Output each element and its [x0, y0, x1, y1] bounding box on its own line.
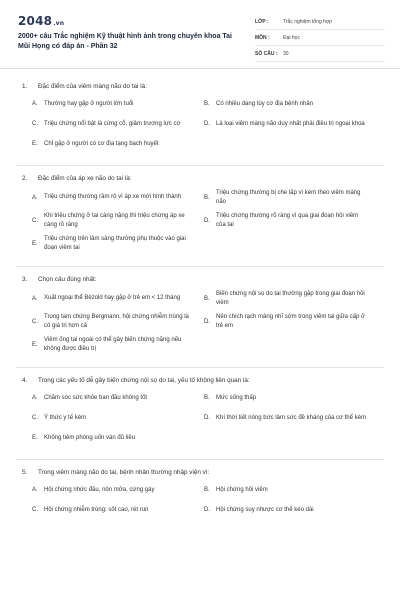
option-letter: C. [32, 415, 38, 421]
question-number: 5. [22, 469, 28, 476]
option-b[interactable] [204, 97, 376, 111]
option-e[interactable] [32, 336, 204, 353]
option-text: Hội chứng hồi viêm [216, 486, 268, 493]
option-text: Xuất ngoại thể Bézold hay gặp ở trẻ em < 12 tháng [44, 295, 181, 302]
question-divider [16, 266, 384, 267]
option-text: Triệu chứng trên lâm sàng thường phụ thuộc vào giai đoạn viêm tai [44, 236, 186, 251]
option-letter: A. [32, 101, 38, 107]
option-a[interactable] [32, 391, 204, 405]
option-text: Có nhiều dạng tùy cơ địa bệnh nhân [216, 100, 314, 107]
option-text: Hội chứng nhiễm trùng: sốt cao, rét run [44, 506, 149, 513]
option-letter: B. [204, 101, 210, 107]
option-text: Nên chích rạch màng nhĩ sớm trong viêm tai giữa cấp ở trẻ em [216, 314, 365, 329]
question-text: Chọn câu đúng nhất: [38, 276, 97, 283]
question-title [16, 82, 384, 91]
option-c[interactable] [32, 212, 204, 229]
option-b[interactable] [204, 391, 376, 405]
question-list [0, 78, 400, 523]
option-c[interactable] [32, 411, 204, 425]
question-4 [0, 376, 400, 460]
question-text: Trong các yếu tố dễ gây biến chứng nội sọ do tai, yếu tố không liên quan là: [38, 377, 250, 384]
question-number: 2. [22, 175, 28, 182]
option-letter: E. [32, 141, 38, 147]
option-e[interactable] [32, 137, 376, 151]
option-text: Là loại viêm màng não duy nhất phải điều trị ngoại khoa [216, 120, 365, 127]
option-text: Triệu chứng thường rầm rộ vì áp xe mới hình thành [44, 194, 182, 201]
options [16, 290, 384, 359]
option-letter: E. [32, 240, 38, 247]
option-d[interactable] [204, 313, 376, 330]
meta-table [255, 14, 385, 62]
option-letter: B. [204, 487, 210, 493]
option-text: Chăm sóc sức khỏe ban đầu không tốt [44, 394, 148, 401]
question-text: Trong viêm màng não do tai, bệnh nhân thường nhập viện vì: [38, 469, 210, 476]
option-a[interactable] [32, 189, 204, 206]
question-title [16, 376, 384, 385]
options [16, 391, 384, 451]
option-text: Khi triệu chứng ở tai càng nặng thì triệu chứng áp xe càng rõ ràng [44, 213, 185, 228]
option-c[interactable] [32, 313, 204, 330]
option-d[interactable] [204, 503, 376, 517]
meta-label: LỚP : [255, 18, 269, 25]
logo-main: 2048 [18, 14, 53, 28]
site-logo[interactable] [18, 14, 64, 28]
meta-value: Đại học [283, 34, 300, 41]
page-title: 2000+ câu Trắc nghiệm Kỹ thuật hình ảnh trong chuyên khoa Tai Mũi Họng có đáp án - Phần 32 [18, 33, 232, 50]
question-2 [0, 174, 400, 267]
option-letter: E. [32, 435, 38, 441]
options [16, 97, 384, 157]
question-number: 1. [22, 83, 28, 90]
header [0, 0, 400, 68]
option-c[interactable] [32, 117, 204, 131]
option-b[interactable] [204, 189, 376, 206]
option-a[interactable] [32, 97, 204, 111]
option-letter: E. [32, 341, 38, 348]
option-text: Hội chứng nhức đầu, nôn mửa, cứng gáy [44, 486, 155, 493]
option-d[interactable] [204, 212, 376, 229]
option-text: Ý thức y tế kém [44, 414, 87, 421]
option-letter: B. [204, 295, 210, 302]
option-letter: C. [32, 507, 38, 513]
option-e[interactable] [32, 235, 204, 252]
option-letter: A. [32, 395, 38, 401]
option-letter: C. [32, 217, 38, 224]
meta-row-class [255, 14, 385, 30]
meta-label: MÔN : [255, 34, 270, 41]
question-divider [16, 165, 384, 166]
question-3 [0, 275, 400, 368]
question-title [16, 174, 384, 183]
option-text: Biến chứng nội sọ do tai thường gặp trong giai đoạn hồi viêm [216, 291, 365, 306]
option-a[interactable] [32, 483, 204, 497]
question-divider [16, 367, 384, 368]
option-d[interactable] [204, 411, 376, 425]
question-title [16, 275, 384, 284]
question-5 [0, 468, 400, 523]
option-text: Mức sống thấp [216, 394, 257, 401]
option-c[interactable] [32, 503, 204, 517]
option-letter: D. [204, 217, 210, 224]
question-divider [16, 459, 384, 460]
option-text: Viêm ống tai ngoài có thể gây biến chứng nặng nếu không được điều trị [44, 337, 182, 352]
option-letter: C. [32, 318, 38, 325]
option-letter: A. [32, 487, 38, 493]
question-text: Đặc điểm của viêm màng não do tai là: [38, 83, 147, 90]
question-number: 3. [22, 276, 28, 283]
meta-value: Trắc nghiệm tổng hợp [283, 18, 332, 25]
option-text: Chỉ gặp ở người có cơ địa tạng bạch huyết [44, 140, 159, 147]
meta-value: 30 [283, 50, 289, 57]
option-d[interactable] [204, 117, 376, 131]
question-title [16, 468, 384, 477]
option-b[interactable] [204, 290, 376, 307]
option-text: Triệu chứng thường rõ ràng vì qua giai đoạn hồi viêm của tai [216, 213, 359, 228]
option-text: Trong tam chứng Bergmann, hội chứng nhiễm trùng là có giá trị hơn cả [44, 314, 189, 329]
option-letter: C. [32, 121, 38, 127]
option-letter: D. [204, 415, 210, 421]
option-letter: D. [204, 507, 210, 513]
question-text: Đặc điểm của áp xe não do tai là: [38, 175, 132, 182]
option-letter: A. [32, 194, 38, 201]
meta-row-subject [255, 30, 385, 46]
header-divider [0, 68, 400, 69]
option-e[interactable] [32, 431, 376, 445]
option-letter: B. [204, 194, 210, 201]
options [16, 189, 384, 258]
option-text: Triệu chứng nổi bật là cứng cổ, giảm trương lực cơ [44, 120, 181, 127]
option-text: Không tiêm phòng uốn ván đủ liều [44, 434, 136, 441]
meta-row-count [255, 46, 385, 62]
question-number: 4. [22, 377, 28, 384]
option-text: Triệu chứng thường bị che lấp vì kèm theo viêm màng não [216, 190, 361, 205]
options [16, 483, 384, 523]
option-letter: D. [204, 318, 210, 325]
question-1 [0, 82, 400, 166]
option-letter: B. [204, 395, 210, 401]
option-b[interactable] [204, 483, 376, 497]
option-text: Hội chứng suy nhược cơ thể kéo dài [216, 506, 314, 513]
option-text: Thường hay gặp ở người lớn tuổi [44, 100, 134, 107]
option-text: Khí thời tiết nóng bức làm sức đề kháng của cơ thể kém [216, 414, 366, 421]
option-letter: D. [204, 121, 210, 127]
option-letter: A. [32, 295, 38, 302]
option-a[interactable] [32, 290, 204, 307]
logo-suffix: .vn [53, 20, 65, 27]
meta-label: SỐ CÂU : [255, 50, 278, 57]
